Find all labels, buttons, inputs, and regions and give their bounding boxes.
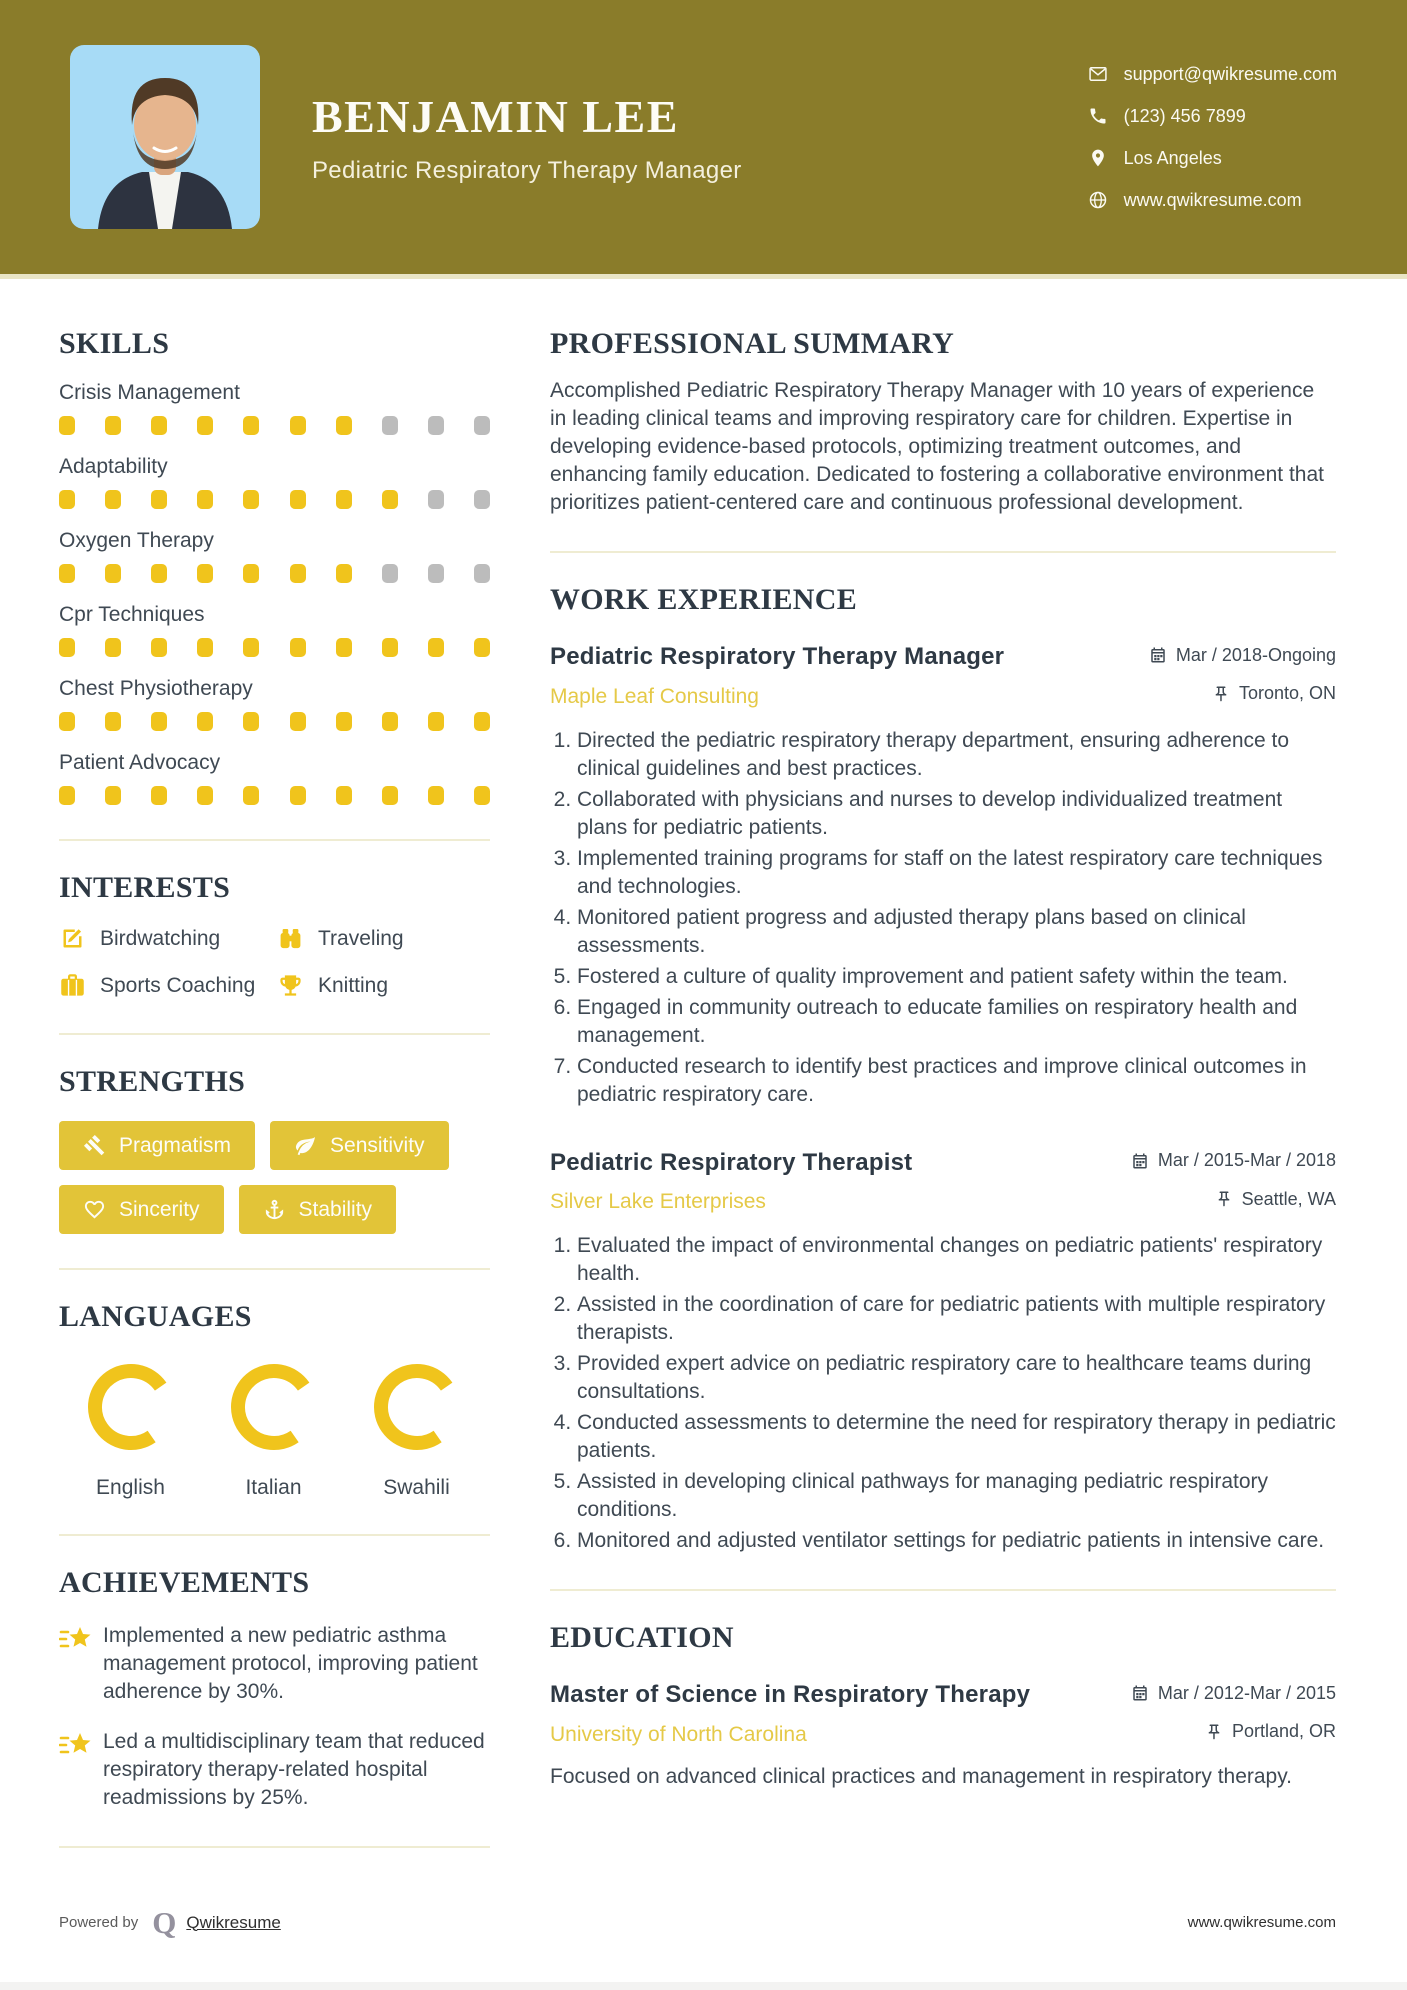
- strength-pill: [270, 1121, 449, 1170]
- skill-dot-filled: [290, 416, 306, 435]
- skill-dot-empty: [428, 416, 444, 435]
- skill-dot-filled: [243, 564, 259, 583]
- skill-dot-empty: [382, 564, 398, 583]
- bullet-item: 2. Assisted in the coordination of care for pediatric patients with multiple respiratory therapists.: [577, 1291, 1336, 1347]
- skill-dot-filled: [59, 416, 75, 435]
- interest-label: Traveling: [318, 926, 404, 950]
- bullet-item: 5. Assisted in developing clinical pathways for managing pediatric respiratory conditions.: [577, 1468, 1336, 1524]
- language-level-arc: [370, 1360, 464, 1454]
- skill-dot-filled: [105, 786, 121, 805]
- education-location: [1205, 1721, 1336, 1742]
- skill-label: Patient Advocacy: [59, 751, 221, 774]
- languages-heading: LANGUAGES: [59, 1300, 252, 1333]
- pushpin-icon: [1205, 1723, 1223, 1741]
- candidate-name: BENJAMIN LEE: [312, 90, 679, 142]
- skill-dot-filled: [290, 786, 306, 805]
- profile-photo: [70, 45, 260, 229]
- strength-label: Pragmatism: [119, 1133, 232, 1157]
- skill-dot-filled: [151, 712, 167, 731]
- skill-dot-filled: [151, 638, 167, 657]
- skill-dot-filled: [474, 712, 490, 731]
- skill-dot-filled: [382, 638, 398, 657]
- language-level-arc: [84, 1360, 178, 1454]
- skill-item: [59, 381, 490, 435]
- skill-dot-filled: [290, 712, 306, 731]
- job-location: [1212, 683, 1336, 704]
- anchor-icon: [263, 1198, 286, 1221]
- footer: [59, 1907, 1336, 1938]
- experience-entry: [550, 1149, 1336, 1556]
- skill-dot-filled: [105, 416, 121, 435]
- skill-item: [59, 603, 490, 657]
- job-location-text: Toronto, ON: [1238, 683, 1336, 703]
- interest-item: [277, 925, 490, 952]
- strength-pill: [59, 1185, 224, 1234]
- education-heading: EDUCATION: [550, 1621, 734, 1654]
- bullet-item: 5. Fostered a culture of quality improvement and patient safety within the team.: [577, 963, 1336, 991]
- qwikresume-link[interactable]: Qwikresume: [186, 1912, 281, 1932]
- job-dates: [1131, 1150, 1336, 1171]
- skill-label: Cpr Techniques: [59, 603, 205, 626]
- school-name: University of North Carolina: [550, 1722, 807, 1746]
- skill-rating: [59, 786, 490, 805]
- summary-heading: PROFESSIONAL SUMMARY: [550, 327, 955, 360]
- skill-dot-filled: [197, 564, 213, 583]
- strength-label: Sincerity: [119, 1197, 200, 1221]
- skill-dot-filled: [336, 416, 352, 435]
- interest-item: [59, 925, 277, 952]
- section-divider: [59, 1846, 490, 1848]
- header: [0, 0, 1407, 279]
- skill-dot-filled: [59, 490, 75, 509]
- skill-label: Oxygen Therapy: [59, 529, 214, 552]
- education-dates: [1131, 1683, 1336, 1704]
- skill-dot-filled: [290, 564, 306, 583]
- skill-dot-empty: [382, 416, 398, 435]
- skill-item: [59, 751, 490, 805]
- languages-list: [59, 1360, 490, 1500]
- achievement-item: [59, 1728, 490, 1812]
- skills-heading: SKILLS: [59, 327, 170, 360]
- skill-dot-filled: [105, 638, 121, 657]
- skill-dot-filled: [105, 490, 121, 509]
- interest-label: Birdwatching: [100, 926, 221, 950]
- skill-dot-filled: [428, 786, 444, 805]
- strength-label: Stability: [298, 1197, 373, 1221]
- skill-rating: [59, 490, 490, 509]
- skill-dot-filled: [336, 786, 352, 805]
- bullet-item: 6. Engaged in community outreach to educate families on respiratory health and management.: [577, 994, 1336, 1050]
- skill-dot-empty: [428, 564, 444, 583]
- page-edge: [0, 1982, 1407, 1990]
- language-level-arc: [227, 1360, 321, 1454]
- education-entry: [550, 1681, 1336, 1791]
- education-description: Focused on advanced clinical practices and management in respiratory therapy.: [550, 1764, 1293, 1788]
- skill-dot-filled: [382, 786, 398, 805]
- bullet-item: 4. Conducted assessments to determine the need for respiratory therapy in pediatric patients.: [577, 1409, 1336, 1465]
- gavel-icon: [83, 1134, 106, 1157]
- bullet-item: 3. Implemented training programs for staff on the latest respiratory care techniques and technologies.: [577, 845, 1336, 901]
- achievement-text: Implemented a new pediatric asthma management protocol, improving patient adherence by 30%.: [103, 1624, 478, 1703]
- skill-dot-filled: [290, 490, 306, 509]
- skill-rating: [59, 564, 490, 583]
- language-label: Swahili: [383, 1476, 450, 1499]
- skill-dot-filled: [336, 712, 352, 731]
- bullet-item: 3. Provided expert advice on pediatric respiratory care to healthcare teams during consultations.: [577, 1350, 1336, 1406]
- contact-location: [1088, 137, 1337, 179]
- skill-dot-filled: [243, 786, 259, 805]
- job-dates-text: Mar / 2018-Ongoing: [1175, 644, 1336, 665]
- skill-item: [59, 529, 490, 583]
- interest-label: Sports Coaching: [100, 973, 256, 997]
- bullet-item: 6. Monitored and adjusted ventilator settings for pediatric patients in intensive care.: [577, 1527, 1336, 1555]
- strength-pill: [239, 1185, 397, 1234]
- binoculars-icon: [277, 925, 304, 952]
- skill-dot-filled: [105, 564, 121, 583]
- contact-website[interactable]: [1088, 179, 1337, 221]
- powered-by-label: Powered by: [59, 1914, 139, 1931]
- trophy-icon: [277, 972, 304, 999]
- skill-dot-empty: [428, 490, 444, 509]
- bullet-item: 1. Directed the pediatric respiratory therapy department, ensuring adherence to clinical guidelines and best practices.: [577, 727, 1336, 783]
- shooting-star-icon: [59, 1624, 93, 1656]
- email-icon: [1088, 64, 1108, 84]
- skill-dot-empty: [474, 490, 490, 509]
- bullet-item: 1. Evaluated the impact of environmental changes on pediatric patients' respiratory health.: [577, 1232, 1336, 1288]
- section-divider: [550, 1589, 1336, 1591]
- skill-dot-filled: [243, 416, 259, 435]
- strength-label: Sensitivity: [330, 1133, 425, 1157]
- skill-dot-filled: [151, 490, 167, 509]
- strengths-list: [59, 1121, 490, 1234]
- skill-rating: [59, 638, 490, 657]
- globe-icon: [1088, 190, 1108, 210]
- section-divider: [59, 1268, 490, 1270]
- body: [0, 279, 1407, 1878]
- language-label: Italian: [245, 1476, 302, 1499]
- job-bullet-list: [550, 1232, 1336, 1555]
- job-company: Silver Lake Enterprises: [550, 1190, 766, 1213]
- contact-list: [1088, 53, 1337, 221]
- skill-dot-filled: [474, 786, 490, 805]
- pushpin-icon: [1215, 1190, 1233, 1208]
- skill-dot-filled: [243, 712, 259, 731]
- leaf-icon: [294, 1134, 317, 1157]
- skill-dot-filled: [197, 490, 213, 509]
- calendar-icon: [1149, 646, 1167, 664]
- section-divider: [550, 551, 1336, 553]
- heart-icon: [83, 1198, 106, 1221]
- skill-dot-filled: [105, 712, 121, 731]
- shooting-star-icon: [59, 1730, 93, 1762]
- skill-dot-filled: [474, 638, 490, 657]
- language-item: [345, 1360, 488, 1500]
- education-location-text: Portland, OR: [1231, 1721, 1336, 1741]
- skill-dot-filled: [243, 490, 259, 509]
- skill-rating: [59, 712, 490, 731]
- job-location-text: Seattle, WA: [1241, 1188, 1336, 1209]
- compose-icon: [59, 925, 86, 952]
- location-icon: [1088, 148, 1108, 168]
- right-column: [550, 305, 1336, 1878]
- job-dates-text: Mar / 2015-Mar / 2018: [1157, 1150, 1336, 1170]
- skill-dot-filled: [197, 416, 213, 435]
- contact-phone-text: (123) 456 7899: [1123, 105, 1246, 126]
- contact-phone: [1088, 95, 1337, 137]
- language-item: [59, 1360, 202, 1500]
- skill-dot-filled: [336, 638, 352, 657]
- skill-dot-filled: [197, 638, 213, 657]
- section-divider: [59, 1033, 490, 1035]
- contact-location-text: Los Angeles: [1123, 147, 1222, 168]
- skill-dot-filled: [151, 564, 167, 583]
- skill-dot-filled: [197, 712, 213, 731]
- skill-dot-filled: [243, 638, 259, 657]
- interests-grid: [59, 925, 490, 999]
- section-divider: [59, 839, 490, 841]
- calendar-icon: [1131, 1684, 1149, 1702]
- bullet-item: 2. Collaborated with physicians and nurses to develop individualized treatment plans for pediatric patients.: [577, 786, 1336, 842]
- skill-dot-filled: [290, 638, 306, 657]
- experience-heading: WORK EXPERIENCE: [550, 583, 858, 616]
- interest-item: [59, 972, 277, 999]
- skill-dot-filled: [382, 490, 398, 509]
- phone-icon: [1088, 106, 1108, 126]
- achievements-heading: ACHIEVEMENTS: [59, 1566, 310, 1599]
- left-column: [59, 305, 490, 1878]
- job-location: [1215, 1189, 1336, 1210]
- skill-dot-filled: [428, 638, 444, 657]
- briefcase-icon: [59, 972, 86, 999]
- job-dates: [1149, 645, 1336, 666]
- interests-heading: INTERESTS: [59, 871, 231, 904]
- pushpin-icon: [1212, 685, 1230, 703]
- skill-rating: [59, 416, 490, 435]
- skill-dot-empty: [474, 416, 490, 435]
- language-label: English: [96, 1476, 165, 1499]
- skill-dot-filled: [59, 638, 75, 657]
- skill-dot-filled: [382, 712, 398, 731]
- skill-dot-filled: [59, 786, 75, 805]
- contact-email-text: support@qwikresume.com: [1123, 63, 1337, 84]
- section-divider: [59, 1534, 490, 1536]
- candidate-title: Pediatric Respiratory Therapy Manager: [312, 156, 742, 184]
- education-dates-text: Mar / 2012-Mar / 2015: [1157, 1682, 1336, 1703]
- experience-entry: [550, 643, 1336, 1109]
- achievement-item: [59, 1622, 490, 1706]
- job-title: Pediatric Respiratory Therapy Manager: [550, 643, 1005, 670]
- skill-dot-filled: [59, 712, 75, 731]
- degree-title: Master of Science in Respiratory Therapy: [550, 1681, 1031, 1708]
- job-company: Maple Leaf Consulting: [550, 684, 759, 708]
- skill-item: [59, 455, 490, 509]
- skill-label: Adaptability: [59, 455, 168, 478]
- skill-item: [59, 677, 490, 731]
- footer-website-link[interactable]: www.qwikresume.com: [1187, 1914, 1336, 1931]
- calendar-icon: [1131, 1152, 1149, 1170]
- profile-photo-illustration: [70, 45, 260, 229]
- qwikresume-logo: Q: [152, 1905, 177, 1940]
- skill-dot-filled: [151, 416, 167, 435]
- language-item: [202, 1360, 345, 1500]
- summary-text: Accomplished Pediatric Respiratory Therapy Manager with 10 years of experience in leading clinical teams and improving respiratory care for children. Expertise in developing evidence-based protocols, optimizing treatment outcomes, and enhancing family education. Dedicated to fostering a collaborative environment that prioritizes patient-centered care and continuous professional development.: [550, 379, 1324, 514]
- identity-block: [312, 90, 742, 185]
- skill-label: Chest Physiotherapy: [59, 677, 253, 700]
- interest-label: Knitting: [318, 973, 389, 997]
- skill-label: Crisis Management: [59, 381, 240, 404]
- bullet-item: 7. Conducted research to identify best practices and improve clinical outcomes in pediatric respiratory care.: [577, 1053, 1336, 1109]
- skill-dot-filled: [336, 564, 352, 583]
- contact-website-text: www.qwikresume.com: [1123, 189, 1302, 210]
- bullet-item: 4. Monitored patient progress and adjusted therapy plans based on clinical assessments.: [577, 904, 1336, 960]
- achievement-text: Led a multidisciplinary team that reduced respiratory therapy-related hospital readmissions by 25%.: [103, 1730, 485, 1809]
- skill-dot-filled: [428, 712, 444, 731]
- skill-dot-filled: [151, 786, 167, 805]
- interest-item: [277, 972, 490, 999]
- job-bullet-list: [550, 727, 1336, 1109]
- job-title: Pediatric Respiratory Therapist: [550, 1148, 913, 1176]
- skill-dot-filled: [336, 490, 352, 509]
- skill-dot-filled: [197, 786, 213, 805]
- strength-pill: [59, 1121, 255, 1170]
- strengths-heading: STRENGTHS: [59, 1065, 246, 1098]
- skill-dot-empty: [474, 564, 490, 583]
- contact-email[interactable]: [1088, 53, 1337, 95]
- skill-dot-filled: [59, 564, 75, 583]
